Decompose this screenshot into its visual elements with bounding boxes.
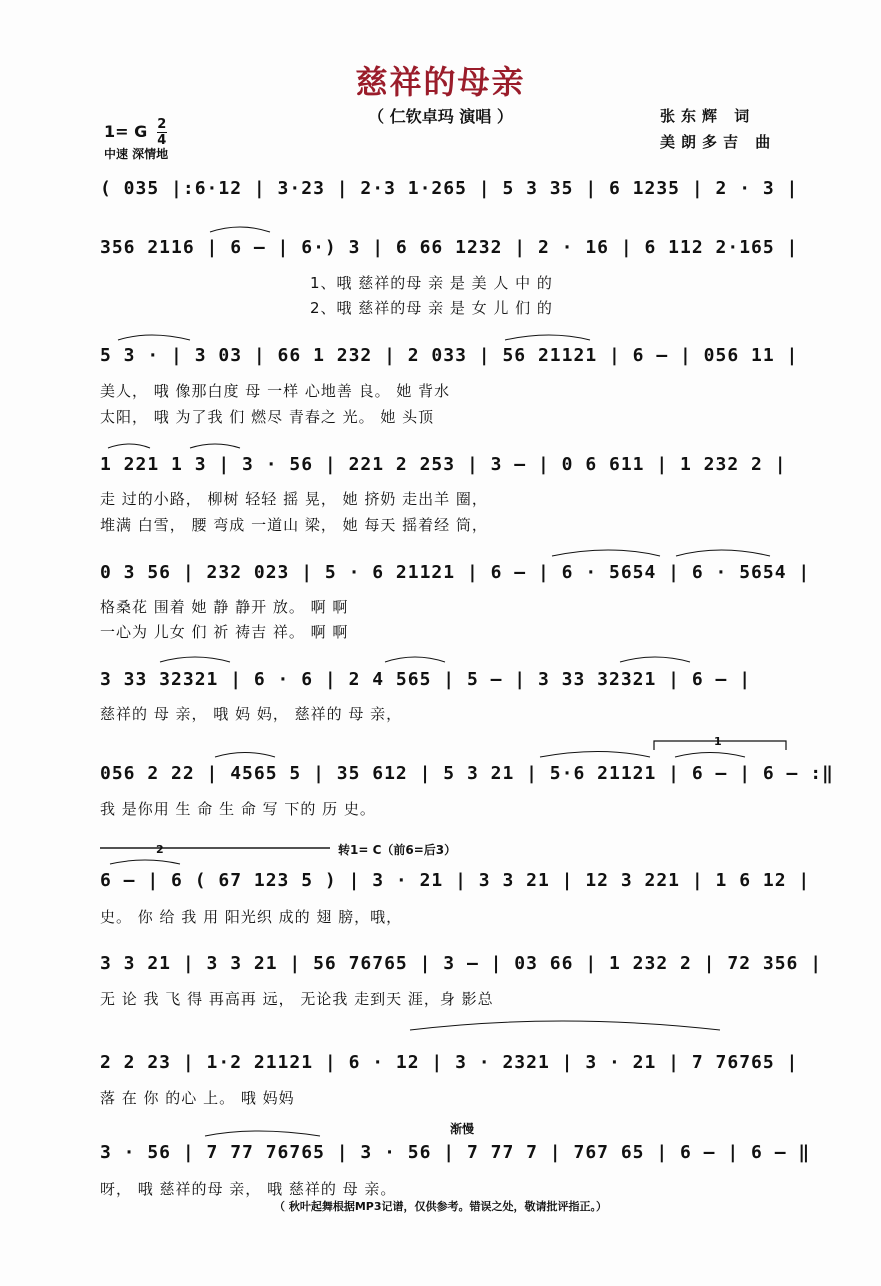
lyric-row-4-verse-1: 走 过的小路， 柳树 轻轻 摇 晃， 她 挤奶 走出羊 圈，	[100, 490, 488, 508]
slur-row-6b	[385, 657, 445, 662]
lyric-row-5-verse-1: 格桑花 围着 她 静 静开 放。 啊 啊	[100, 598, 349, 616]
song-title: 慈祥的母亲	[355, 63, 526, 101]
lyric-row-11: 呀， 哦 慈祥的母 亲， 哦 慈祥的 母 亲。	[100, 1180, 397, 1198]
time-sig-bottom: 4	[157, 133, 167, 148]
slur-row-5b	[676, 550, 770, 556]
modulation-marking: 转1= C（前6=后3）	[338, 843, 457, 857]
slur-row-3b	[505, 335, 590, 340]
music-row-8: 6 – | 6 ( 67 123 5 ) | 3 · 21 | 3 3 21 | 12 3 221 | 1 6 12 |	[100, 870, 811, 891]
volta-1-label: 1	[714, 735, 722, 748]
lyric-row-2-verse-1: 1、哦 慈祥的母 亲 是 美 人 中 的	[310, 274, 553, 292]
time-signature	[157, 118, 167, 147]
lyric-row-7: 我 是你用 生 命 生 命 写 下的 历 史。	[100, 800, 376, 818]
lyric-row-10: 落 在 你 的心 上。 哦 妈妈	[100, 1089, 295, 1107]
slur-row-4a	[108, 444, 150, 448]
music-row-11: 3 · 56 | 7 77 76765 | 3 · 56 | 7 77 7 | 767 65 | 6 – | 6 – ‖	[100, 1142, 811, 1163]
slur-row-5a	[552, 550, 660, 556]
music-row-9: 3 3 21 | 3 3 21 | 56 76765 | 3 – | 03 66 | 1 232 2 | 72 356 |	[100, 953, 823, 974]
key-label: 1= G	[104, 122, 148, 141]
composer-credit: 美朗多吉 曲	[660, 133, 777, 151]
music-row-2: 356 2116 | 6 – | 6·) 3 | 6 66 1232 | 2 · 16 | 6 112 2·165 |	[100, 237, 799, 258]
music-row-3: 5 3 · | 3 03 | 66 1 232 | 2 033 | 56 21121 | 6 – | 056 11 |	[100, 345, 799, 366]
slur-row-2a	[210, 227, 270, 232]
time-sig-top: 2	[157, 117, 167, 132]
lyric-row-3-verse-1: 美人， 哦 像那白度 母 一样 心地善 良。 她 背水	[100, 382, 451, 400]
slur-row-10a	[410, 1021, 720, 1030]
music-row-10: 2 2 23 | 1·2 21121 | 6 · 12 | 3 · 2321 | 3 · 21 | 7 76765 |	[100, 1052, 799, 1073]
lyric-row-9: 无 论 我 飞 得 再高再 远， 无论我 走到天 涯，身 影总	[100, 990, 494, 1008]
slur-row-7a	[215, 753, 275, 758]
lyric-row-2-verse-2: 2、哦 慈祥的母 亲 是 女 儿 们 的	[310, 299, 553, 317]
lyric-row-6: 慈祥的 母 亲， 哦 妈 妈， 慈祥的 母 亲，	[100, 705, 403, 723]
slur-row-8a	[110, 860, 180, 864]
lyricist-credit: 张东辉 词	[660, 107, 756, 125]
music-row-1: ( 035 |:6·12 | 3·23 | 2·3 1·265 | 5 3 35 | 6 1235 | 2 · 3 |	[100, 178, 799, 199]
music-row-5: 0 3 56 | 232 023 | 5 · 6 21121 | 6 – | 6 · 5654 | 6 · 5654 |	[100, 562, 811, 583]
footer-note: （ 秋叶起舞根据MP3记谱，仅供参考。错误之处，敬请批评指正。）	[274, 1200, 607, 1213]
slur-row-6c	[620, 657, 690, 662]
slur-row-4b	[190, 444, 240, 448]
tempo-marking: 中速 深情地	[104, 147, 169, 161]
key-signature	[104, 118, 167, 147]
performer-line: （ 仁钦卓玛 演唱 ）	[368, 107, 513, 126]
lyric-row-5-verse-2: 一心为 儿女 们 祈 祷吉 祥。 啊 啊	[100, 623, 349, 641]
music-row-4: 1 221 1 3 | 3 · 56 | 221 2 253 | 3 – | 0 6 611 | 1 232 2 |	[100, 454, 787, 475]
slur-row-3a	[118, 335, 190, 340]
lyric-row-8: 史。 你 给 我 用 阳光织 成的 翅 膀，哦，	[100, 908, 403, 926]
slur-row-7c	[675, 753, 745, 758]
music-row-6: 3 33 32321 | 6 · 6 | 2 4 565 | 5 – | 3 33 32321 | 6 – |	[100, 669, 752, 690]
lyric-row-3-verse-2: 太阳， 哦 为了我 们 燃尽 青春之 光。 她 头顶	[100, 408, 435, 426]
slur-row-11a	[205, 1131, 320, 1136]
slur-row-6a	[160, 657, 230, 662]
slur-row-7b	[540, 752, 650, 758]
volta-2-label: 2	[156, 843, 164, 856]
lyric-row-4-verse-2: 堆满 白雪， 腰 弯成 一道山 梁， 她 每天 摇着经 筒，	[100, 516, 488, 534]
music-row-7: 056 2 22 | 4565 5 | 35 612 | 5 3 21 | 5·6 21121 | 6 – | 6 – :‖	[100, 763, 834, 784]
ritardando-marking: 渐慢	[450, 1122, 475, 1136]
